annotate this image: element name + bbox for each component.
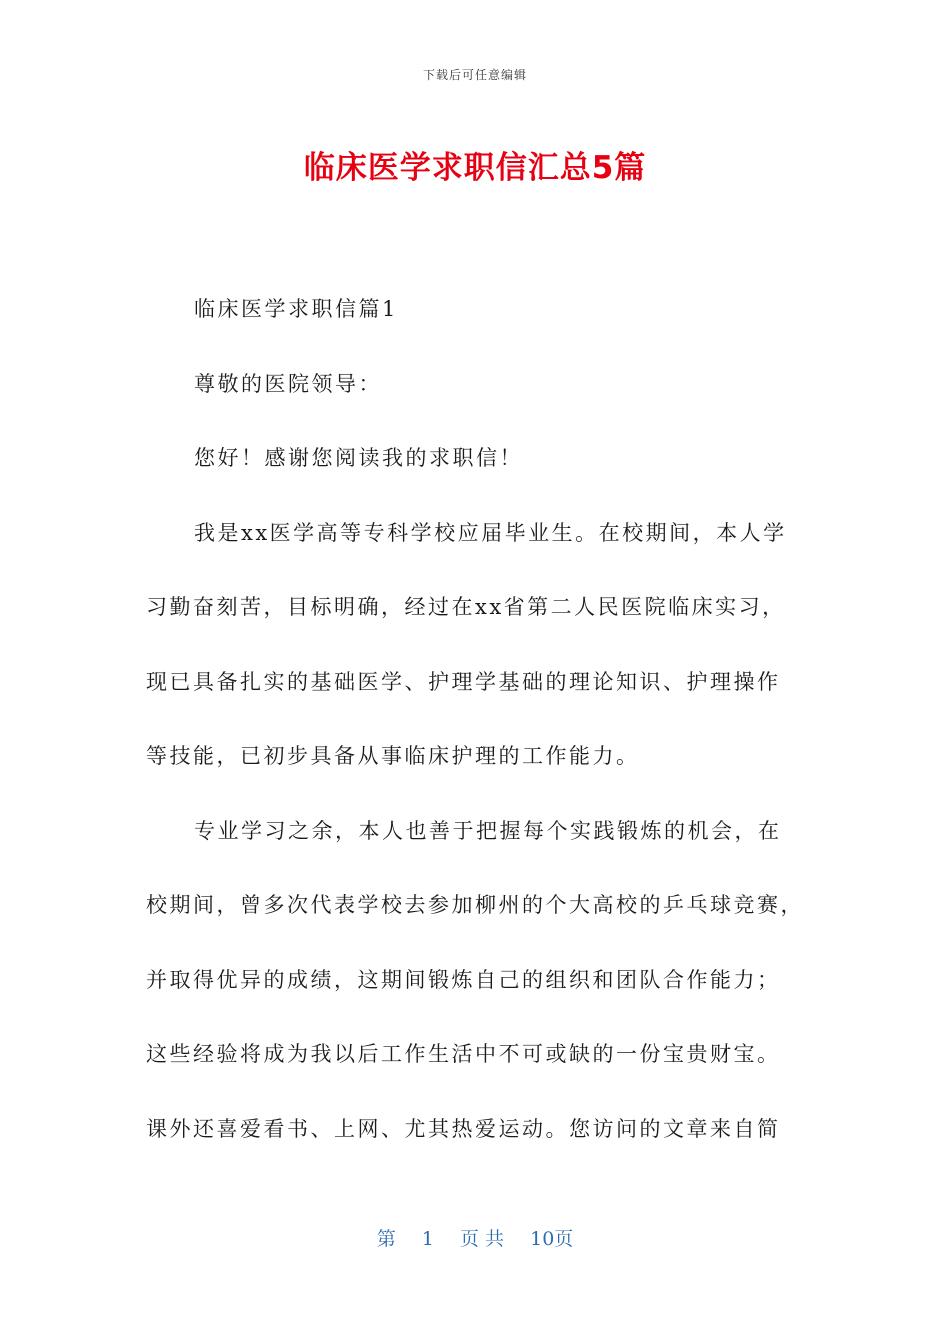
paragraph-line: 现已具备扎实的基础医学、护理学基础的理论知识、护理操作: [146, 669, 781, 694]
paragraph-line: 等技能，已初步具备从事临床护理的工作能力。: [146, 744, 640, 768]
page-label-middle: 页 共: [459, 1228, 505, 1250]
paragraph-line: 并取得优异的成绩，这期间锻炼自己的组织和团队合作能力；: [146, 967, 781, 992]
current-page-number: 1: [421, 1228, 434, 1250]
paragraph-line: 我是xx医学高等专科学校应届毕业生。在校期间，本人学: [194, 520, 787, 545]
paragraph-line: 习勤奋刻苦，目标明确，经过在xx省第二人民医院临床实习，: [146, 595, 786, 619]
document-title: 临床医学求职信汇总5篇: [303, 150, 647, 186]
salutation: 尊敬的医院领导：: [194, 371, 382, 396]
page-number-footer: [0, 1224, 950, 1251]
paragraph-line: 专业学习之余，本人也善于把握每个实践锻炼的机会，在: [194, 818, 782, 843]
paragraph-line: 这些经验将成为我以后工作生活中不可或缺的一份宝贵财宝。: [146, 1042, 781, 1066]
header-note: 下载后可任意编辑: [422, 68, 527, 82]
document-body: [146, 272, 816, 1166]
greeting-line: 您好！感谢您阅读我的求职信！: [194, 446, 523, 470]
total-pages: 10页: [530, 1228, 574, 1250]
section-heading: 临床医学求职信篇1: [194, 297, 398, 321]
page-label-prefix: 第: [376, 1228, 396, 1250]
paragraph-line: 课外还喜爱看书、上网、尤其热爱运动。您访问的文章来自简: [146, 1116, 781, 1141]
paragraph-line: 校期间，曾多次代表学校去参加柳州的个大高校的乒乓球竞赛，: [146, 893, 804, 917]
